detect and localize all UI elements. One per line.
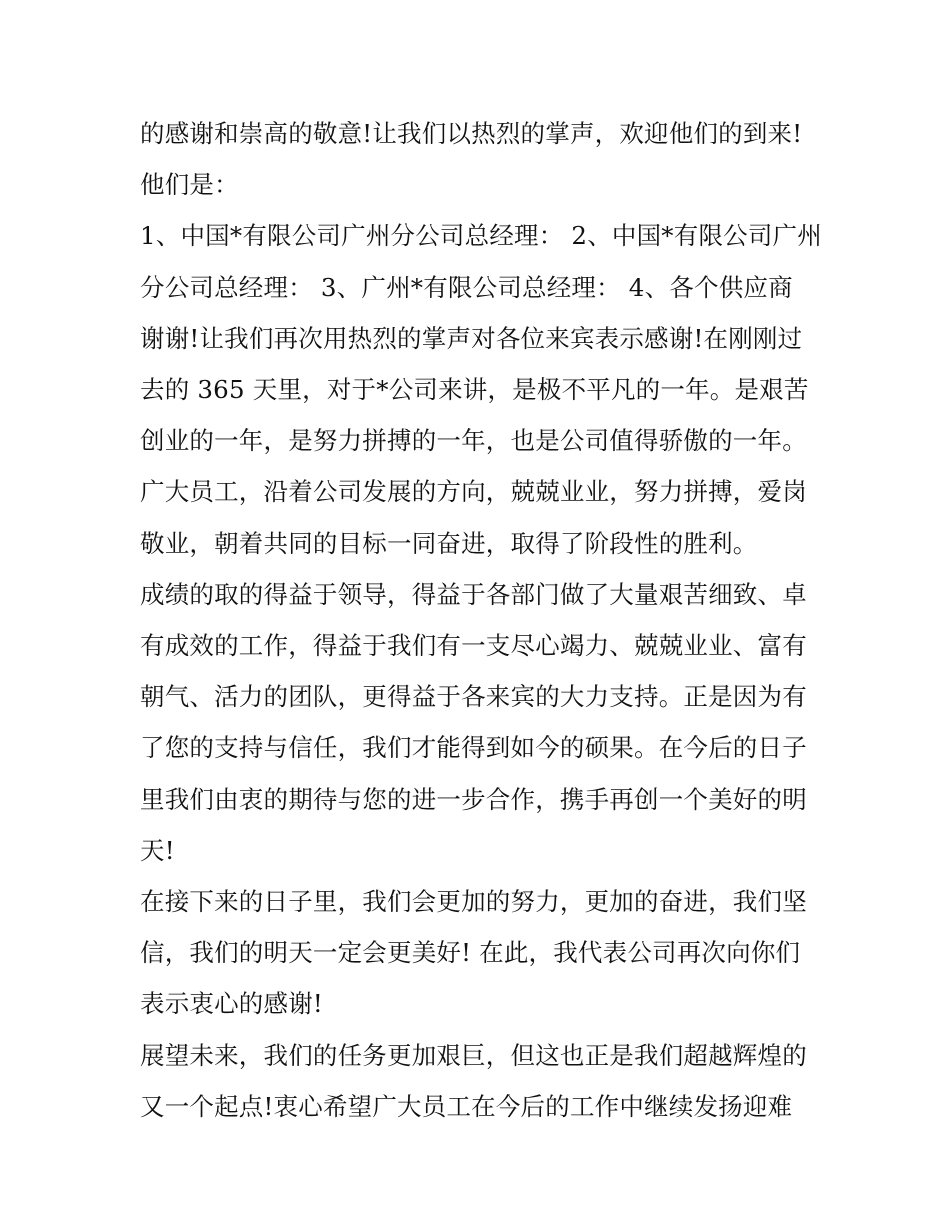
text-line: 1、中国*有限公司广州分公司总经理： 2、中国*有限公司广州 [140, 221, 822, 251]
document-body [140, 108, 830, 1132]
text-line: 有成效的工作，得益于我们有一支尽心竭力、兢兢业业、富有 [140, 631, 807, 661]
text-line: 分公司总经理： 3、广州*有限公司总经理： 4、各个供应商 [140, 272, 793, 302]
text-line: 朝气、活力的团队，更得益于各来宾的大力支持。正是因为有 [140, 682, 807, 712]
text-line: 又一个起点!衷心希望广大员工在今后的工作中继续发扬迎难 [140, 1091, 793, 1121]
text-line: 里我们由衷的期待与您的进一步合作，携手再创一个美好的明 [140, 784, 807, 814]
text-line: 创业的一年，是努力拼搏的一年，也是公司值得骄傲的一年。 [140, 426, 807, 456]
text-line: 在接下来的日子里，我们会更加的努力，更加的奋进，我们坚 [140, 887, 807, 917]
text-line: 谢谢!让我们再次用热烈的掌声对各位来宾表示感谢!在刚刚过 [140, 323, 803, 353]
text-line: 去的 365 天里，对于*公司来讲，是极不平凡的一年。是艰苦 [140, 375, 809, 405]
text-line: 展望未来，我们的任务更加艰巨，但这也正是我们超越辉煌的 [140, 1040, 807, 1070]
text-line: 信，我们的明天一定会更美好! 在此，我代表公司再次向你们 [140, 938, 801, 968]
text-line: 成绩的取的得益于领导，得益于各部门做了大量艰苦细致、卓 [140, 579, 807, 609]
text-line: 表示衷心的感谢! [140, 989, 323, 1019]
text-line: 敬业，朝着共同的目标一同奋进，取得了阶段性的胜利。 [140, 528, 758, 558]
text-line: 广大员工，沿着公司发展的方向，兢兢业业，努力拼搏，爱岗 [140, 477, 807, 507]
text-line: 他们是： [140, 170, 239, 200]
text-line: 天! [140, 835, 175, 865]
text-line: 的感谢和崇高的敬意!让我们以热烈的掌声，欢迎他们的到来! [140, 119, 803, 148]
text-line: 了您的支持与信任，我们才能得到如今的硕果。在今后的日子 [140, 733, 807, 763]
